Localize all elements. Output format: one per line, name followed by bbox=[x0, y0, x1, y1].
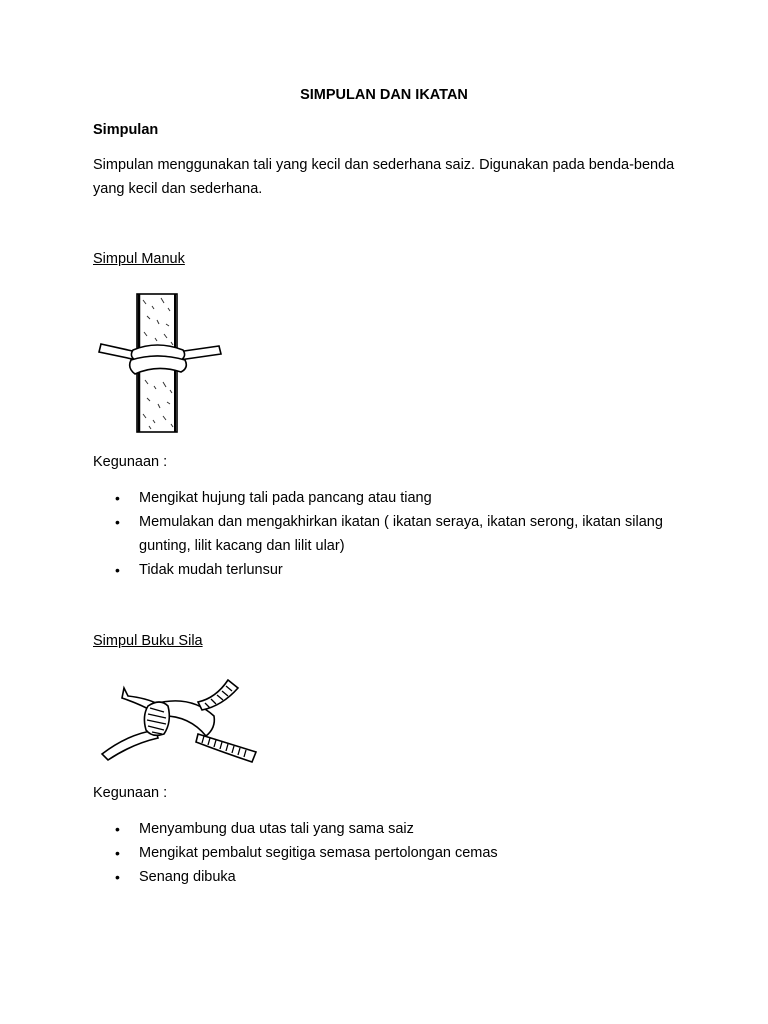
intro-paragraph-line-2: yang kecil dan sederhana. bbox=[93, 181, 263, 197]
uses-label: Kegunaan : bbox=[93, 785, 168, 801]
list-item-continuation: gunting, lilit kacang dan lilit ular) bbox=[139, 538, 345, 554]
bullet-marker: • bbox=[115, 562, 120, 578]
document-title: SIMPULAN DAN IKATAN bbox=[300, 87, 468, 103]
list-item: Memulakan dan mengakhirkan ikatan ( ikatan seraya, ikatan serong, ikatan silang bbox=[139, 514, 663, 530]
bullet-marker: • bbox=[115, 514, 120, 530]
list-item: Senang dibuka bbox=[139, 869, 236, 885]
bullet-marker: • bbox=[115, 869, 120, 885]
uses-label: Kegunaan : bbox=[93, 454, 168, 470]
bullet-marker: • bbox=[115, 490, 120, 506]
list-item: Tidak mudah terlunsur bbox=[139, 562, 283, 578]
clove-hitch-knot-illustration bbox=[97, 294, 227, 434]
bullet-marker: • bbox=[115, 821, 120, 837]
intro-paragraph-line-1: Simpulan menggunakan tali yang kecil dan sederhana saiz. Digunakan pada benda-benda bbox=[93, 157, 675, 173]
list-item: Mengikat pembalut segitiga semasa pertolongan cemas bbox=[139, 845, 498, 861]
list-item: Menyambung dua utas tali yang sama saiz bbox=[139, 821, 414, 837]
list-item: Mengikat hujung tali pada pancang atau tiang bbox=[139, 490, 432, 506]
subsection-title-simpul-buku-sila: Simpul Buku Sila bbox=[93, 633, 203, 649]
subsection-title-simpul-manuk: Simpul Manuk bbox=[93, 251, 185, 267]
section-heading: Simpulan bbox=[93, 122, 159, 138]
bullet-marker: • bbox=[115, 845, 120, 861]
reef-knot-illustration bbox=[98, 676, 260, 766]
